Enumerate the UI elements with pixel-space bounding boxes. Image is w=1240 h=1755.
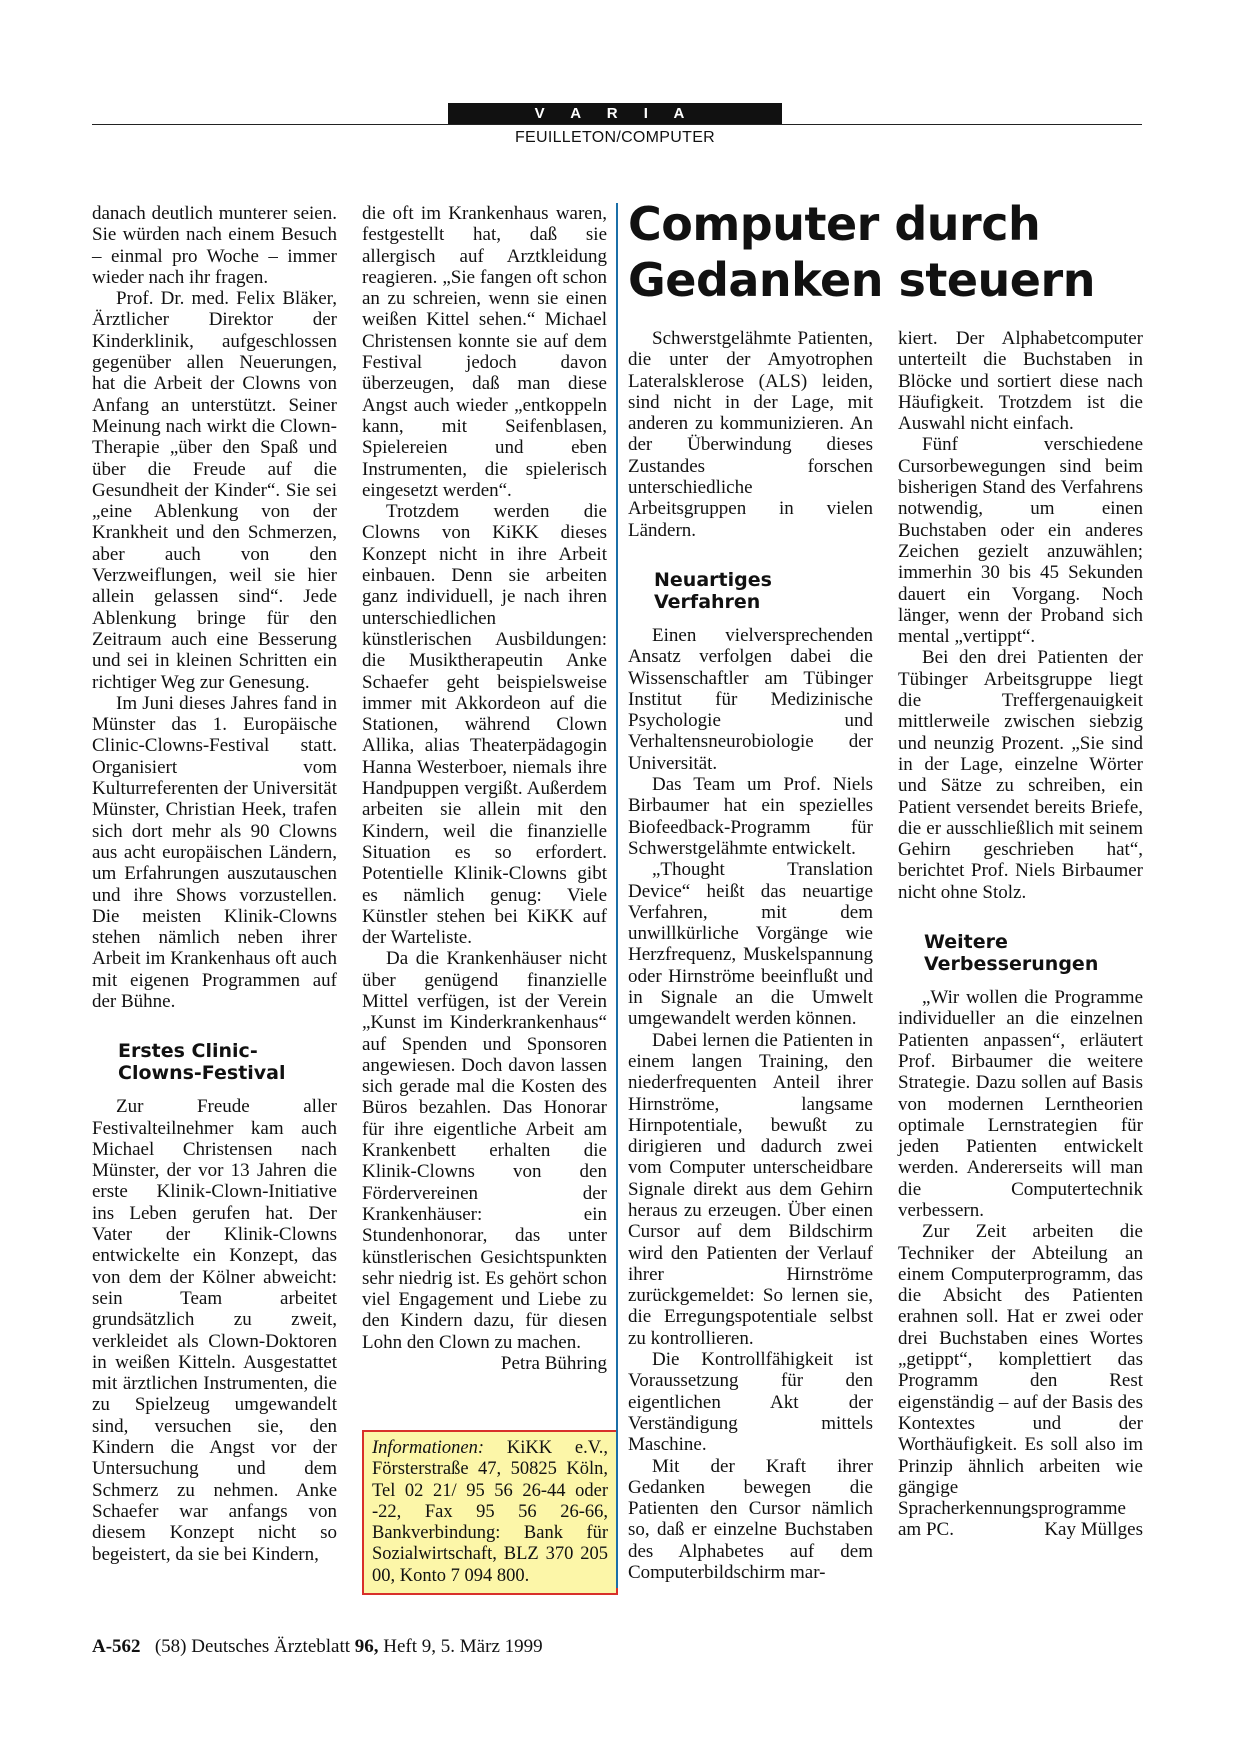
paragraph: „Wir wollen die Programme individueller an die einzelnen Patienten anpassen“, erläutert Prof. Birbaumer die weitere Strategie. Dazu sollen auf Basis von modernen Lerntheorien optimale Lernstrategien für jeden Patienten entwickelt werden. Andererseits will man die Computertechnik verbessern. xyxy=(898,987,1143,1221)
paragraph: Dabei lernen die Patienten in einem langen Training, den niederfrequenten Anteil ihrer Hirnströme, langsame Hirnpotentiale, bewußt zu dirigieren und dadurch zwei vom Computer unterscheidbare Signale direkt aus dem Gehirn heraus zu erzeugen. Über einen Cursor auf dem Bildschirm wird den Patienten der Verlauf ihrer Hirnströme zurückgemeldet: So lernen sie, die Erregungspotentiale selbst zu kontrollieren. xyxy=(628,1029,873,1349)
info-box-lead: Informationen: xyxy=(372,1438,485,1458)
page-footer xyxy=(92,1636,543,1658)
paragraph: Trotzdem werden die Clowns von KiKK dieses Konzept nicht in ihre Arbeit einbauen. Denn sie arbeiten ganz individuell, je nach ihren unterschiedlichen künstlerischen Ausbildungen: die Musiktherapeutin Anke Schaefer geht beispielsweise immer mit Akkordeon auf die Stationen, während Clown Allika, alias Theaterpädagogin Hanna Westerboer, niemals ihre Handpuppen vergißt. Außerdem arbeiten sie allein mit den Kindern, weil die finanzielle Situation es so erfordert. Potentielle Klinik-Clowns gibt es nämlich genug: Viele Künstler stehen bei KiKK auf der Warteliste. xyxy=(362,501,607,949)
section-subtitle: FEUILLETON/COMPUTER xyxy=(514,129,716,146)
column-divider xyxy=(616,203,618,1588)
article-column-1 xyxy=(92,203,337,1565)
paragraph: Im Juni dieses Jahres fand in Münster das 1. Europäische Clinic-Clowns-Festival statt. Organisiert vom Kulturreferenten der Universität Münster, Christian Heek, trafen sich dort mehr als 90 Clowns aus acht europäischen Ländern, um Erfahrungen auszutauschen und ihre Shows vorzustellen. Die meisten Klinik-Clowns stehen nämlich neben ihrer Arbeit im Krankenhaus oft auch mit eigenen Programmen auf der Bühne. xyxy=(92,692,337,1012)
article-headline: Computer durch Gedanken steuern xyxy=(628,197,1095,307)
subheading: Erstes Clinic-Clowns-Festival xyxy=(118,1040,286,1085)
paragraph: Fünf verschiedene Cursorbewegungen sind beim bisherigen Stand des Verfahrens notwendig, um einen Buchstaben oder ein anderes Zeichen gezielt anzuwählen; immerhin 30 bis 45 Sekunden dauert ein Vorgang. Noch länger, wenn der Proband sich mental „vertippt“. xyxy=(898,434,1143,648)
info-box xyxy=(362,1430,618,1595)
journal-volume: 96, xyxy=(354,1636,379,1657)
paragraph-text: Zur Zeit arbeiten die Techniker der Abteilung an einem Computerprogramm, das die Absicht des Patienten erahnen soll. Hat er zwei oder drei Buchstaben eines Wortes „getippt“, komplettiert das Programm den Rest eigenständig – auf der Basis des Kontextes und der Worthäufigkeit. Es soll also im Prinzip ähnlich arbeiten wie gängige Spracherkennungsprogramme am PC. xyxy=(898,1221,1143,1541)
paragraph: Zur Freude aller Festivalteilnehmer kam auch Michael Christensen nach Münster, der vor 13 Jahren die erste Klinik-Clown-Initiative ins Leben gerufen hat. Der Vater der Klinik-Clowns entwickelte ein Konzept, das von dem der Kölner abweicht: sein Team arbeitet grundsätzlich zu zweit, verkleidet als Clown-Doktoren in weißen Kitteln. Ausgestattet mit ärztlichen Instrumenten, die zu Spielzeug umgewandelt sind, versuchen sie, den Kindern die Angst vor der Untersuchung und dem Schmerz zu nehmen. Anke Schaefer war anfangs von diesem Konzept nicht so begeistert, da sie bei Kindern, xyxy=(92,1096,337,1565)
page-number: A-562 xyxy=(92,1636,141,1657)
paragraph: Schwerstgelähmte Patienten, die unter der Amyotrophen Lateralsklerose (ALS) leiden, sind nicht in der Lage, mit anderen zu kommunizieren. An der Überwindung dieses Zustandes forschen unterschiedliche Arbeitsgruppen in vielen Ländern. xyxy=(628,328,873,541)
article-column-4 xyxy=(898,328,1143,1541)
paragraph: Prof. Dr. med. Felix Bläker, Ärztlicher Direktor der Kinderklinik, aufgeschlossen gegenüber allen Neuerungen, hat die Arbeit der Clowns von Anfang an unterstützt. Seiner Meinung nach wirkt die Clown-Therapie „über den Spaß und über die Freude auf die Gesundheit der Kinder“. Sie sei „eine Ablenkung von der Krankheit und den Schmerzen, aber auch von den Verzweiflungen, weil sie hier allein gelassen sind“. Jede Ablenkung bringe für den Zeitraum auch eine Besserung und sei in kleinen Schritten ein richtiger Weg zur Genesung. xyxy=(92,288,337,693)
article-column-2 xyxy=(362,203,607,1374)
subheading: Neuartiges Verfahren xyxy=(654,568,772,613)
paragraph: Einen vielversprechenden Ansatz verfolgen dabei die Wissenschaftler am Tübinger Institut für Medizinische Psychologie und Verhaltensneurobiologie der Universität. xyxy=(628,624,873,774)
journal-name: (58) Deutsches Ärzteblatt xyxy=(154,1636,355,1657)
author-name: Petra Bühring xyxy=(500,1353,607,1375)
info-box-text: KiKK e.V., Försterstraße 47, 50825 Köln, Tel 02 21/ 95 56 26-44 oder -22, Fax 95 56 26-66, Bankverbindung: Bank für Sozialwirtschaft, BLZ 370 205 00, Konto 7 094 800. xyxy=(372,1438,608,1586)
paragraph: die oft im Krankenhaus waren, festgestellt hat, daß sie allergisch auf Arztkleidung reagieren. „Sie fangen oft schon an zu schreien, wenn sie einen weißen Kittel sehen.“ Michael Christensen konnte sie auf dem Festival jedoch davon überzeugen, daß man diese Angst auch wieder „entkoppeln kann, mit Seifenblasen, Spielereien und eben Instrumenten, die spielerisch eingesetzt werden“. xyxy=(362,203,607,501)
author-name: Kay Müllges xyxy=(1044,1519,1143,1541)
paragraph: Bei den drei Patienten der Tübinger Arbeitsgruppe liegt die Treffergenauigkeit mittlerweile zwischen siebzig und neunzig Prozent. „Sie sind in der Lage, einzelne Wörter und Sätze zu schreiben, ein Patient versendet bereits Briefe, die er ausschließlich mit seinem Gehirn geschrieben hat“, berichtet Prof. Niels Birbaumer nicht ohne Stolz. xyxy=(898,647,1143,903)
paragraph: Die Kontrollfähigkeit ist Voraussetzung für den eigentlichen Akt der Verständigung mittels Maschine. xyxy=(628,1349,873,1456)
journal-issue: Heft 9, 5. März 1999 xyxy=(378,1636,543,1657)
subheading: Weitere Verbesserungen xyxy=(924,931,1099,976)
paragraph xyxy=(362,948,607,1375)
paragraph-text: Da die Krankenhäuser nicht über genügend finanzielle Mittel verfügen, ist der Verein „Kunst im Kinderkrankenhaus“ auf Spenden und Sponsoren angewiesen. Doch davon lassen sich gerade mal die Kosten des Büros bezahlen. Das Honorar für ihre eigentliche Arbeit am Krankenbett erhalten die Klinik-Clowns von den Fördervereinen der Krankenhäuser: ein Stundenhonorar, das unter künstlerischen Gesichtspunkten sehr niedrig ist. Es gehört schon viel Engagement und Liebe zu den Kindern dazu, für diesen Lohn den Clown zu machen. xyxy=(362,948,607,1353)
header-rule xyxy=(92,124,1142,125)
paragraph: Das Team um Prof. Niels Birbaumer hat ein spezielles Biofeedback-Programm für Schwerstgelähmte entwickelt. xyxy=(628,774,873,859)
paragraph xyxy=(898,1221,1143,1540)
paragraph: danach deutlich munterer seien. Sie würden nach einem Besuch – einmal pro Woche – immer wieder nach ihr fragen. xyxy=(92,203,337,288)
article-column-3 xyxy=(628,328,873,1583)
paragraph: kiert. Der Alphabetcomputer unterteilt die Buchstaben in Blöcke und sortiert diese nach Häufigkeit. Trotzdem ist die Auswahl nicht einfach. xyxy=(898,328,1143,435)
paragraph: „Thought Translation Device“ heißt das neuartige Verfahren, mit dem unwillkürliche Vorgänge wie Herzfrequenz, Muskelspannung oder Hirnströme beeinflußt und in Signale an die Umwelt umgewandelt werden können. xyxy=(628,859,873,1030)
paragraph: Mit der Kraft ihrer Gedanken bewegen die Patienten den Cursor nämlich so, daß er einzelne Buchstaben des Alphabetes auf dem Computerbildschirm mar- xyxy=(628,1455,873,1584)
section-banner: V A R I A xyxy=(448,103,782,124)
